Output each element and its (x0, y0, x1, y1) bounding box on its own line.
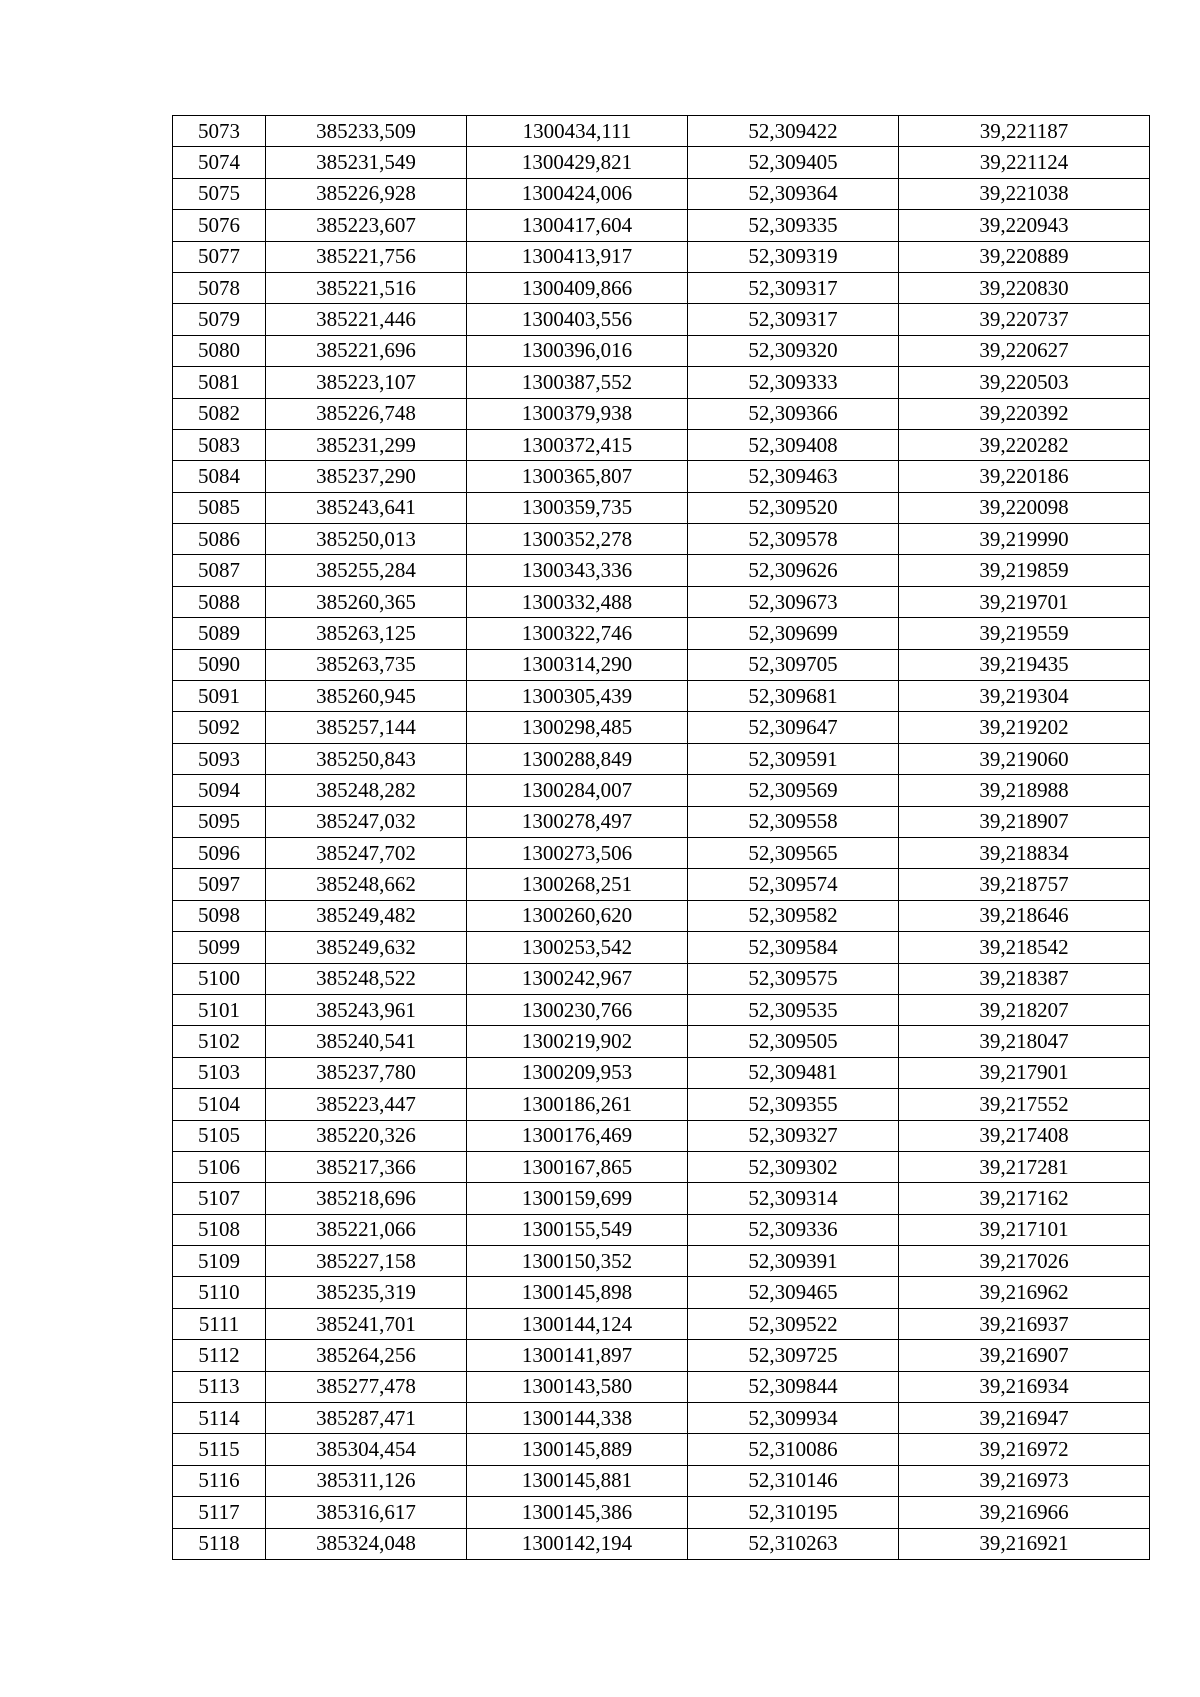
longitude-cell: 39,217901 (899, 1057, 1150, 1088)
x-coordinate-cell: 385221,516 (266, 272, 467, 303)
point-number-cell: 5077 (173, 241, 266, 272)
x-coordinate-cell: 385263,125 (266, 618, 467, 649)
x-coordinate-cell: 385226,748 (266, 398, 467, 429)
y-coordinate-cell: 1300230,766 (467, 994, 688, 1025)
table-row (173, 1308, 1150, 1339)
table-row (173, 1089, 1150, 1120)
y-coordinate-cell: 1300409,866 (467, 272, 688, 303)
y-coordinate-cell: 1300352,278 (467, 524, 688, 555)
latitude-cell: 52,309364 (688, 178, 899, 209)
y-coordinate-cell: 1300145,881 (467, 1465, 688, 1496)
latitude-cell: 52,309505 (688, 1026, 899, 1057)
latitude-cell: 52,309317 (688, 272, 899, 303)
x-coordinate-cell: 385221,756 (266, 241, 467, 272)
y-coordinate-cell: 1300332,488 (467, 586, 688, 617)
point-number-cell: 5111 (173, 1308, 266, 1339)
latitude-cell: 52,309366 (688, 398, 899, 429)
y-coordinate-cell: 1300176,469 (467, 1120, 688, 1151)
y-coordinate-cell: 1300343,336 (467, 555, 688, 586)
table-row (173, 994, 1150, 1025)
latitude-cell: 52,309465 (688, 1277, 899, 1308)
y-coordinate-cell: 1300413,917 (467, 241, 688, 272)
latitude-cell: 52,309333 (688, 367, 899, 398)
table-row (173, 1340, 1150, 1371)
longitude-cell: 39,218207 (899, 994, 1150, 1025)
y-coordinate-cell: 1300387,552 (467, 367, 688, 398)
x-coordinate-cell: 385233,509 (266, 116, 467, 147)
table-row (173, 743, 1150, 774)
table-row (173, 900, 1150, 931)
table-row (173, 241, 1150, 272)
latitude-cell: 52,310195 (688, 1497, 899, 1528)
point-number-cell: 5115 (173, 1434, 266, 1465)
point-number-cell: 5099 (173, 932, 266, 963)
table-row (173, 335, 1150, 366)
longitude-cell: 39,219060 (899, 743, 1150, 774)
longitude-cell: 39,221124 (899, 147, 1150, 178)
point-number-cell: 5098 (173, 900, 266, 931)
point-number-cell: 5117 (173, 1497, 266, 1528)
table-row (173, 681, 1150, 712)
latitude-cell: 52,309681 (688, 681, 899, 712)
point-number-cell: 5075 (173, 178, 266, 209)
table-row (173, 869, 1150, 900)
y-coordinate-cell: 1300144,338 (467, 1403, 688, 1434)
latitude-cell: 52,309626 (688, 555, 899, 586)
longitude-cell: 39,218646 (899, 900, 1150, 931)
point-number-cell: 5104 (173, 1089, 266, 1120)
y-coordinate-cell: 1300268,251 (467, 869, 688, 900)
longitude-cell: 39,218988 (899, 775, 1150, 806)
longitude-cell: 39,220503 (899, 367, 1150, 398)
table-row (173, 712, 1150, 743)
point-number-cell: 5101 (173, 994, 266, 1025)
y-coordinate-cell: 1300322,746 (467, 618, 688, 649)
y-coordinate-cell: 1300396,016 (467, 335, 688, 366)
y-coordinate-cell: 1300186,261 (467, 1089, 688, 1120)
point-number-cell: 5080 (173, 335, 266, 366)
table-row (173, 1403, 1150, 1434)
latitude-cell: 52,309584 (688, 932, 899, 963)
point-number-cell: 5108 (173, 1214, 266, 1245)
x-coordinate-cell: 385257,144 (266, 712, 467, 743)
table-row (173, 178, 1150, 209)
longitude-cell: 39,220282 (899, 429, 1150, 460)
point-number-cell: 5082 (173, 398, 266, 429)
y-coordinate-cell: 1300305,439 (467, 681, 688, 712)
longitude-cell: 39,216972 (899, 1434, 1150, 1465)
longitude-cell: 39,219435 (899, 649, 1150, 680)
coordinates-table (172, 115, 1150, 1560)
x-coordinate-cell: 385243,961 (266, 994, 467, 1025)
y-coordinate-cell: 1300143,580 (467, 1371, 688, 1402)
longitude-cell: 39,216907 (899, 1340, 1150, 1371)
y-coordinate-cell: 1300260,620 (467, 900, 688, 931)
latitude-cell: 52,309699 (688, 618, 899, 649)
point-number-cell: 5112 (173, 1340, 266, 1371)
x-coordinate-cell: 385248,282 (266, 775, 467, 806)
latitude-cell: 52,309405 (688, 147, 899, 178)
longitude-cell: 39,216921 (899, 1528, 1150, 1559)
y-coordinate-cell: 1300253,542 (467, 932, 688, 963)
x-coordinate-cell: 385237,290 (266, 461, 467, 492)
latitude-cell: 52,309575 (688, 963, 899, 994)
table-row (173, 367, 1150, 398)
latitude-cell: 52,309844 (688, 1371, 899, 1402)
y-coordinate-cell: 1300242,967 (467, 963, 688, 994)
point-number-cell: 5113 (173, 1371, 266, 1402)
x-coordinate-cell: 385316,617 (266, 1497, 467, 1528)
x-coordinate-cell: 385237,780 (266, 1057, 467, 1088)
point-number-cell: 5107 (173, 1183, 266, 1214)
table-row (173, 649, 1150, 680)
x-coordinate-cell: 385277,478 (266, 1371, 467, 1402)
point-number-cell: 5093 (173, 743, 266, 774)
point-number-cell: 5087 (173, 555, 266, 586)
point-number-cell: 5084 (173, 461, 266, 492)
table-row (173, 963, 1150, 994)
table-row (173, 147, 1150, 178)
y-coordinate-cell: 1300284,007 (467, 775, 688, 806)
longitude-cell: 39,217281 (899, 1151, 1150, 1182)
latitude-cell: 52,309463 (688, 461, 899, 492)
point-number-cell: 5078 (173, 272, 266, 303)
point-number-cell: 5088 (173, 586, 266, 617)
point-number-cell: 5079 (173, 304, 266, 335)
longitude-cell: 39,217408 (899, 1120, 1150, 1151)
latitude-cell: 52,309327 (688, 1120, 899, 1151)
y-coordinate-cell: 1300209,953 (467, 1057, 688, 1088)
x-coordinate-cell: 385247,032 (266, 806, 467, 837)
x-coordinate-cell: 385221,696 (266, 335, 467, 366)
table-row (173, 1465, 1150, 1496)
x-coordinate-cell: 385260,945 (266, 681, 467, 712)
y-coordinate-cell: 1300141,897 (467, 1340, 688, 1371)
table-row (173, 272, 1150, 303)
y-coordinate-cell: 1300142,194 (467, 1528, 688, 1559)
longitude-cell: 39,220186 (899, 461, 1150, 492)
table-row (173, 1026, 1150, 1057)
x-coordinate-cell: 385235,319 (266, 1277, 467, 1308)
table-row (173, 304, 1150, 335)
point-number-cell: 5097 (173, 869, 266, 900)
latitude-cell: 52,310086 (688, 1434, 899, 1465)
point-number-cell: 5106 (173, 1151, 266, 1182)
longitude-cell: 39,220943 (899, 210, 1150, 241)
point-number-cell: 5110 (173, 1277, 266, 1308)
point-number-cell: 5073 (173, 116, 266, 147)
longitude-cell: 39,219304 (899, 681, 1150, 712)
table-row (173, 618, 1150, 649)
point-number-cell: 5076 (173, 210, 266, 241)
longitude-cell: 39,218907 (899, 806, 1150, 837)
latitude-cell: 52,309705 (688, 649, 899, 680)
point-number-cell: 5116 (173, 1465, 266, 1496)
x-coordinate-cell: 385247,702 (266, 837, 467, 868)
y-coordinate-cell: 1300417,604 (467, 210, 688, 241)
table-row (173, 524, 1150, 555)
point-number-cell: 5109 (173, 1246, 266, 1277)
y-coordinate-cell: 1300365,807 (467, 461, 688, 492)
latitude-cell: 52,309320 (688, 335, 899, 366)
latitude-cell: 52,310146 (688, 1465, 899, 1496)
table-row (173, 1214, 1150, 1245)
latitude-cell: 52,309319 (688, 241, 899, 272)
y-coordinate-cell: 1300359,735 (467, 492, 688, 523)
latitude-cell: 52,310263 (688, 1528, 899, 1559)
x-coordinate-cell: 385223,447 (266, 1089, 467, 1120)
longitude-cell: 39,216966 (899, 1497, 1150, 1528)
table-row (173, 586, 1150, 617)
x-coordinate-cell: 385248,522 (266, 963, 467, 994)
table-row (173, 116, 1150, 147)
latitude-cell: 52,309647 (688, 712, 899, 743)
latitude-cell: 52,309591 (688, 743, 899, 774)
y-coordinate-cell: 1300219,902 (467, 1026, 688, 1057)
latitude-cell: 52,309317 (688, 304, 899, 335)
y-coordinate-cell: 1300159,699 (467, 1183, 688, 1214)
y-coordinate-cell: 1300150,352 (467, 1246, 688, 1277)
longitude-cell: 39,220392 (899, 398, 1150, 429)
coordinates-table-body (173, 116, 1150, 1560)
y-coordinate-cell: 1300288,849 (467, 743, 688, 774)
x-coordinate-cell: 385263,735 (266, 649, 467, 680)
table-row (173, 1057, 1150, 1088)
longitude-cell: 39,219559 (899, 618, 1150, 649)
longitude-cell: 39,217026 (899, 1246, 1150, 1277)
x-coordinate-cell: 385249,632 (266, 932, 467, 963)
latitude-cell: 52,309302 (688, 1151, 899, 1182)
latitude-cell: 52,309355 (688, 1089, 899, 1120)
x-coordinate-cell: 385221,446 (266, 304, 467, 335)
x-coordinate-cell: 385217,366 (266, 1151, 467, 1182)
table-row (173, 1183, 1150, 1214)
y-coordinate-cell: 1300273,506 (467, 837, 688, 868)
y-coordinate-cell: 1300434,111 (467, 116, 688, 147)
latitude-cell: 52,309569 (688, 775, 899, 806)
table-row (173, 1120, 1150, 1151)
point-number-cell: 5094 (173, 775, 266, 806)
longitude-cell: 39,216937 (899, 1308, 1150, 1339)
y-coordinate-cell: 1300145,889 (467, 1434, 688, 1465)
point-number-cell: 5118 (173, 1528, 266, 1559)
longitude-cell: 39,220627 (899, 335, 1150, 366)
x-coordinate-cell: 385231,299 (266, 429, 467, 460)
x-coordinate-cell: 385223,607 (266, 210, 467, 241)
x-coordinate-cell: 385226,928 (266, 178, 467, 209)
latitude-cell: 52,309725 (688, 1340, 899, 1371)
latitude-cell: 52,309565 (688, 837, 899, 868)
y-coordinate-cell: 1300145,898 (467, 1277, 688, 1308)
longitude-cell: 39,217162 (899, 1183, 1150, 1214)
longitude-cell: 39,220098 (899, 492, 1150, 523)
longitude-cell: 39,219202 (899, 712, 1150, 743)
point-number-cell: 5105 (173, 1120, 266, 1151)
latitude-cell: 52,309314 (688, 1183, 899, 1214)
longitude-cell: 39,216934 (899, 1371, 1150, 1402)
latitude-cell: 52,309520 (688, 492, 899, 523)
longitude-cell: 39,219990 (899, 524, 1150, 555)
point-number-cell: 5074 (173, 147, 266, 178)
table-row (173, 806, 1150, 837)
y-coordinate-cell: 1300314,290 (467, 649, 688, 680)
y-coordinate-cell: 1300403,556 (467, 304, 688, 335)
table-row (173, 461, 1150, 492)
longitude-cell: 39,217552 (899, 1089, 1150, 1120)
point-number-cell: 5086 (173, 524, 266, 555)
longitude-cell: 39,221187 (899, 116, 1150, 147)
point-number-cell: 5092 (173, 712, 266, 743)
point-number-cell: 5089 (173, 618, 266, 649)
longitude-cell: 39,218834 (899, 837, 1150, 868)
longitude-cell: 39,216947 (899, 1403, 1150, 1434)
longitude-cell: 39,220830 (899, 272, 1150, 303)
longitude-cell: 39,220737 (899, 304, 1150, 335)
table-row (173, 492, 1150, 523)
longitude-cell: 39,219859 (899, 555, 1150, 586)
latitude-cell: 52,309335 (688, 210, 899, 241)
x-coordinate-cell: 385231,549 (266, 147, 467, 178)
x-coordinate-cell: 385260,365 (266, 586, 467, 617)
y-coordinate-cell: 1300298,485 (467, 712, 688, 743)
point-number-cell: 5100 (173, 963, 266, 994)
latitude-cell: 52,309558 (688, 806, 899, 837)
point-number-cell: 5081 (173, 367, 266, 398)
y-coordinate-cell: 1300278,497 (467, 806, 688, 837)
table-row (173, 1497, 1150, 1528)
point-number-cell: 5085 (173, 492, 266, 523)
longitude-cell: 39,221038 (899, 178, 1150, 209)
table-row (173, 1371, 1150, 1402)
table-row (173, 837, 1150, 868)
latitude-cell: 52,309582 (688, 900, 899, 931)
y-coordinate-cell: 1300167,865 (467, 1151, 688, 1182)
x-coordinate-cell: 385304,454 (266, 1434, 467, 1465)
latitude-cell: 52,309481 (688, 1057, 899, 1088)
point-number-cell: 5083 (173, 429, 266, 460)
latitude-cell: 52,309408 (688, 429, 899, 460)
x-coordinate-cell: 385287,471 (266, 1403, 467, 1434)
longitude-cell: 39,218757 (899, 869, 1150, 900)
x-coordinate-cell: 385227,158 (266, 1246, 467, 1277)
x-coordinate-cell: 385249,482 (266, 900, 467, 931)
x-coordinate-cell: 385223,107 (266, 367, 467, 398)
table-row (173, 398, 1150, 429)
x-coordinate-cell: 385240,541 (266, 1026, 467, 1057)
table-row (173, 1434, 1150, 1465)
x-coordinate-cell: 385324,048 (266, 1528, 467, 1559)
latitude-cell: 52,309391 (688, 1246, 899, 1277)
latitude-cell: 52,309535 (688, 994, 899, 1025)
latitude-cell: 52,309522 (688, 1308, 899, 1339)
point-number-cell: 5096 (173, 837, 266, 868)
x-coordinate-cell: 385220,326 (266, 1120, 467, 1151)
x-coordinate-cell: 385264,256 (266, 1340, 467, 1371)
table-row (173, 429, 1150, 460)
y-coordinate-cell: 1300424,006 (467, 178, 688, 209)
x-coordinate-cell: 385248,662 (266, 869, 467, 900)
table-row (173, 932, 1150, 963)
latitude-cell: 52,309574 (688, 869, 899, 900)
table-row (173, 210, 1150, 241)
latitude-cell: 52,309422 (688, 116, 899, 147)
longitude-cell: 39,216973 (899, 1465, 1150, 1496)
x-coordinate-cell: 385218,696 (266, 1183, 467, 1214)
y-coordinate-cell: 1300379,938 (467, 398, 688, 429)
table-row (173, 555, 1150, 586)
y-coordinate-cell: 1300155,549 (467, 1214, 688, 1245)
point-number-cell: 5103 (173, 1057, 266, 1088)
longitude-cell: 39,216962 (899, 1277, 1150, 1308)
latitude-cell: 52,309673 (688, 586, 899, 617)
x-coordinate-cell: 385250,013 (266, 524, 467, 555)
y-coordinate-cell: 1300429,821 (467, 147, 688, 178)
longitude-cell: 39,219701 (899, 586, 1150, 617)
table-row (173, 1528, 1150, 1559)
point-number-cell: 5102 (173, 1026, 266, 1057)
x-coordinate-cell: 385241,701 (266, 1308, 467, 1339)
table-row (173, 1246, 1150, 1277)
longitude-cell: 39,218047 (899, 1026, 1150, 1057)
longitude-cell: 39,220889 (899, 241, 1150, 272)
point-number-cell: 5095 (173, 806, 266, 837)
point-number-cell: 5114 (173, 1403, 266, 1434)
point-number-cell: 5091 (173, 681, 266, 712)
table-row (173, 775, 1150, 806)
table-row (173, 1151, 1150, 1182)
latitude-cell: 52,309934 (688, 1403, 899, 1434)
longitude-cell: 39,217101 (899, 1214, 1150, 1245)
table-row (173, 1277, 1150, 1308)
x-coordinate-cell: 385311,126 (266, 1465, 467, 1496)
x-coordinate-cell: 385221,066 (266, 1214, 467, 1245)
latitude-cell: 52,309336 (688, 1214, 899, 1245)
y-coordinate-cell: 1300144,124 (467, 1308, 688, 1339)
longitude-cell: 39,218387 (899, 963, 1150, 994)
x-coordinate-cell: 385255,284 (266, 555, 467, 586)
x-coordinate-cell: 385250,843 (266, 743, 467, 774)
y-coordinate-cell: 1300145,386 (467, 1497, 688, 1528)
longitude-cell: 39,218542 (899, 932, 1150, 963)
latitude-cell: 52,309578 (688, 524, 899, 555)
x-coordinate-cell: 385243,641 (266, 492, 467, 523)
point-number-cell: 5090 (173, 649, 266, 680)
y-coordinate-cell: 1300372,415 (467, 429, 688, 460)
